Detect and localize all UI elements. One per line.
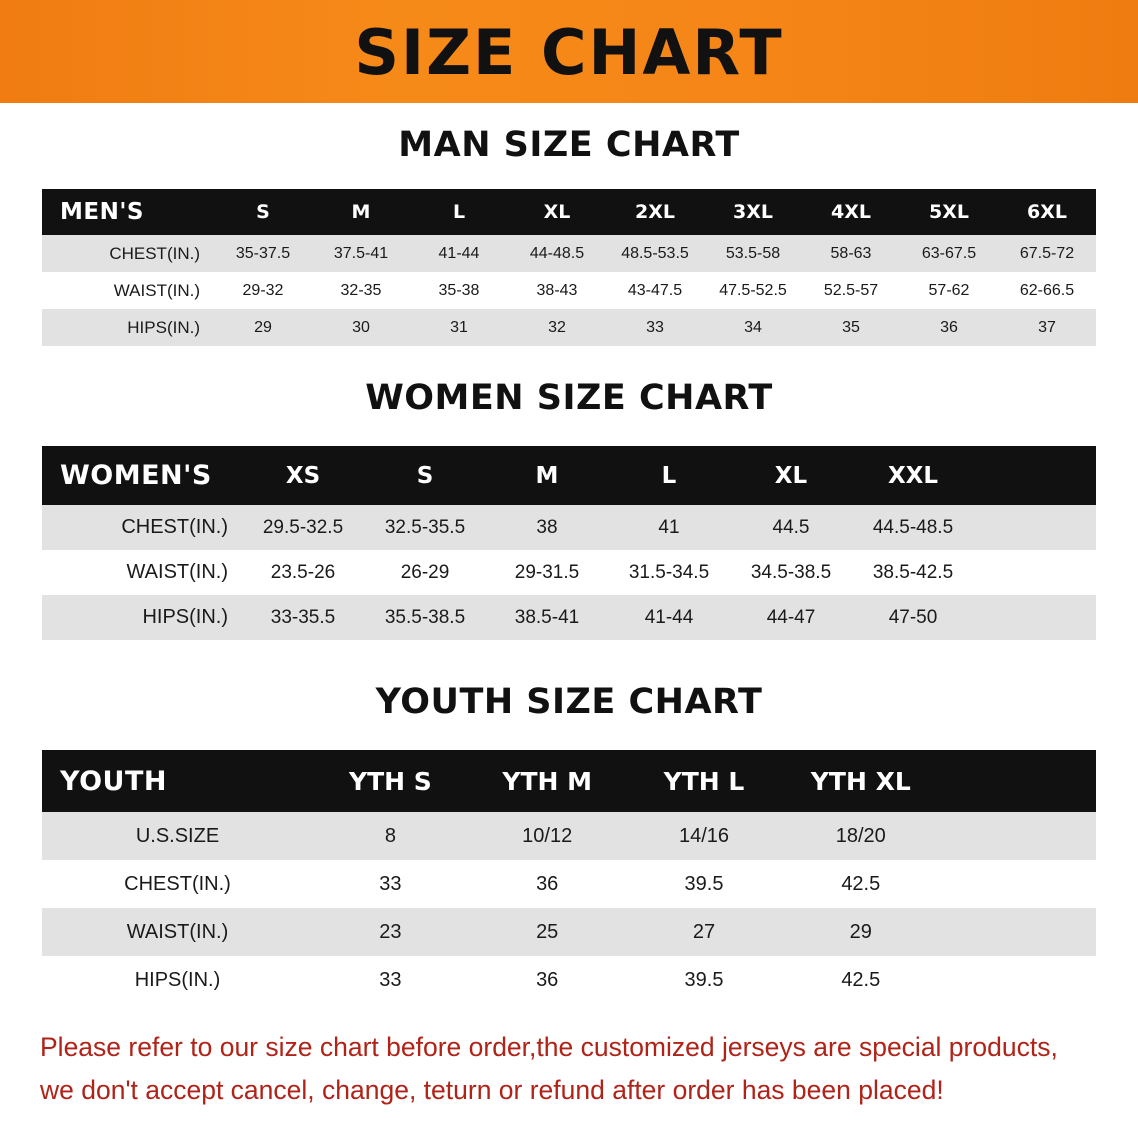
table-cell (939, 956, 1096, 1004)
man-header-cell: MEN'S (42, 189, 214, 235)
table-row (42, 595, 1096, 640)
table-cell: 47-50 (852, 595, 974, 640)
row-label: WAIST(IN.) (42, 550, 242, 595)
youth-table-wrapper (42, 750, 1096, 1004)
youth-header-cell: YTH XL (782, 750, 939, 812)
table-cell: 8 (312, 812, 469, 860)
table-row (42, 812, 1096, 860)
table-cell: 35 (802, 309, 900, 346)
table-cell: 23 (312, 908, 469, 956)
table-cell: 52.5-57 (802, 272, 900, 309)
table-cell: 38 (486, 505, 608, 550)
table-cell (974, 550, 1096, 595)
table-cell: 41 (608, 505, 730, 550)
table-cell: 44-48.5 (508, 235, 606, 272)
table-cell: 25 (469, 908, 626, 956)
table-cell: 36 (469, 860, 626, 908)
table-cell: 38.5-42.5 (852, 550, 974, 595)
table-cell: 33 (312, 956, 469, 1004)
table-cell: 10/12 (469, 812, 626, 860)
table-cell: 38.5-41 (486, 595, 608, 640)
man-size-table (42, 189, 1096, 346)
man-header-cell: 5XL (900, 189, 998, 235)
table-cell: 41-44 (608, 595, 730, 640)
table-cell: 31 (410, 309, 508, 346)
women-table-wrapper (42, 446, 1096, 640)
table-cell: 42.5 (782, 956, 939, 1004)
table-cell: 44.5 (730, 505, 852, 550)
table-row (42, 505, 1096, 550)
table-cell: 34 (704, 309, 802, 346)
row-label: HIPS(IN.) (42, 956, 312, 1004)
man-header-cell: 2XL (606, 189, 704, 235)
man-header-cell: M (312, 189, 410, 235)
table-cell (939, 812, 1096, 860)
table-cell: 36 (900, 309, 998, 346)
table-cell: 43-47.5 (606, 272, 704, 309)
table-header-row (42, 750, 1096, 812)
table-cell: 67.5-72 (998, 235, 1096, 272)
banner (0, 0, 1138, 103)
table-cell: 29-32 (214, 272, 312, 309)
table-row (42, 309, 1096, 346)
women-header-cell: XL (730, 446, 852, 505)
women-header-cell: L (608, 446, 730, 505)
women-header-cell: M (486, 446, 608, 505)
table-cell: 35.5-38.5 (364, 595, 486, 640)
table-cell: 62-66.5 (998, 272, 1096, 309)
women-header-cell: XS (242, 446, 364, 505)
table-header-row (42, 446, 1096, 505)
table-cell: 53.5-58 (704, 235, 802, 272)
youth-header-cell (939, 750, 1096, 812)
table-cell: 39.5 (626, 956, 783, 1004)
table-cell: 42.5 (782, 860, 939, 908)
table-row (42, 550, 1096, 595)
table-row (42, 860, 1096, 908)
table-cell: 58-63 (802, 235, 900, 272)
table-cell: 37 (998, 309, 1096, 346)
table-cell: 31.5-34.5 (608, 550, 730, 595)
table-cell: 48.5-53.5 (606, 235, 704, 272)
row-label: U.S.SIZE (42, 812, 312, 860)
man-header-cell: 4XL (802, 189, 900, 235)
man-header-cell: L (410, 189, 508, 235)
table-cell: 34.5-38.5 (730, 550, 852, 595)
man-section-title: MAN SIZE CHART (398, 125, 740, 165)
table-header-row (42, 189, 1096, 235)
table-cell: 41-44 (410, 235, 508, 272)
table-cell: 33 (312, 860, 469, 908)
table-cell (974, 595, 1096, 640)
table-cell: 47.5-52.5 (704, 272, 802, 309)
table-cell: 33 (606, 309, 704, 346)
table-cell (974, 505, 1096, 550)
row-label: WAIST(IN.) (42, 272, 214, 309)
table-cell: 38-43 (508, 272, 606, 309)
youth-section-title: YOUTH SIZE CHART (375, 682, 763, 722)
table-row (42, 272, 1096, 309)
table-cell: 29 (782, 908, 939, 956)
table-cell: 63-67.5 (900, 235, 998, 272)
table-cell: 30 (312, 309, 410, 346)
table-row (42, 235, 1096, 272)
table-cell: 14/16 (626, 812, 783, 860)
table-cell: 32 (508, 309, 606, 346)
man-table-wrapper (42, 189, 1096, 346)
youth-header-cell: YTH L (626, 750, 783, 812)
table-row (42, 908, 1096, 956)
table-cell: 35-37.5 (214, 235, 312, 272)
table-cell: 29.5-32.5 (242, 505, 364, 550)
youth-header-cell: YOUTH (42, 750, 312, 812)
table-cell: 18/20 (782, 812, 939, 860)
table-cell: 57-62 (900, 272, 998, 309)
table-cell: 35-38 (410, 272, 508, 309)
man-header-cell: 3XL (704, 189, 802, 235)
table-row (42, 956, 1096, 1004)
women-header-cell: WOMEN'S (42, 446, 242, 505)
table-cell: 39.5 (626, 860, 783, 908)
banner-title: SIZE CHART (354, 15, 784, 89)
table-cell: 36 (469, 956, 626, 1004)
women-header-cell: XXL (852, 446, 974, 505)
table-cell: 27 (626, 908, 783, 956)
man-header-cell: S (214, 189, 312, 235)
women-size-table (42, 446, 1096, 640)
youth-header-cell: YTH S (312, 750, 469, 812)
table-cell: 23.5-26 (242, 550, 364, 595)
row-label: HIPS(IN.) (42, 595, 242, 640)
row-label: CHEST(IN.) (42, 235, 214, 272)
youth-header-cell: YTH M (469, 750, 626, 812)
table-cell: 33-35.5 (242, 595, 364, 640)
table-cell: 37.5-41 (312, 235, 410, 272)
row-label: HIPS(IN.) (42, 309, 214, 346)
table-cell (939, 860, 1096, 908)
man-header-cell: XL (508, 189, 606, 235)
table-cell: 26-29 (364, 550, 486, 595)
row-label: WAIST(IN.) (42, 908, 312, 956)
table-cell: 44.5-48.5 (852, 505, 974, 550)
table-cell: 32.5-35.5 (364, 505, 486, 550)
disclaimer-note (40, 1026, 1098, 1112)
women-section-title: WOMEN SIZE CHART (365, 378, 773, 418)
table-cell: 44-47 (730, 595, 852, 640)
table-cell (939, 908, 1096, 956)
table-cell: 29 (214, 309, 312, 346)
row-label: CHEST(IN.) (42, 860, 312, 908)
women-header-cell (974, 446, 1096, 505)
table-cell: 29-31.5 (486, 550, 608, 595)
table-cell: 32-35 (312, 272, 410, 309)
man-header-cell: 6XL (998, 189, 1096, 235)
disclaimer-line-2: we don't accept cancel, change, teturn or refund after order has been placed! (40, 1074, 944, 1105)
row-label: CHEST(IN.) (42, 505, 242, 550)
disclaimer-line-1: Please refer to our size chart before order,the customized jerseys are special products, (40, 1032, 1058, 1062)
youth-size-table (42, 750, 1096, 1004)
women-header-cell: S (364, 446, 486, 505)
